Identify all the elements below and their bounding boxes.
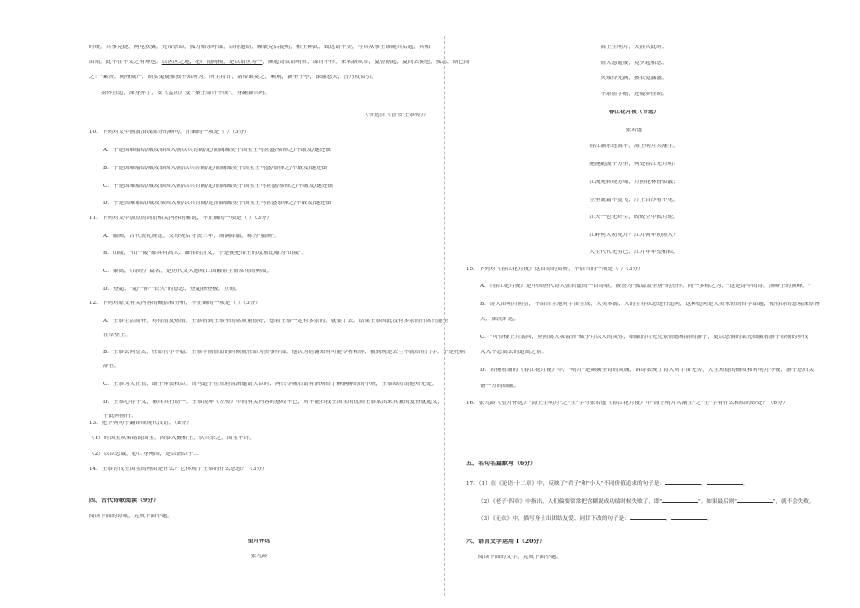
poem-line: 不堪盈手赠，还寝梦佳期。 <box>600 92 668 97</box>
option-10-b: B．于是国难船结/威攻恭因入朝/以兵讨阔/定/而阔邮奕于国宝士马盛/恭惮之/不敢发/遂还镇 <box>103 166 328 171</box>
wavy-underlined-text: 以区区之地，必广南陶模，是以请世寿一 <box>161 60 263 65</box>
poem2-line: 江流宛转绕芳甸，月照花林皆似霰； <box>589 180 679 185</box>
answer-blank[interactable] <box>630 515 666 520</box>
option-12-c: C．王恭为人正直，敢于斥责权臣。司马道子在东府置酒邀请大臣时，两只令城石请有酒劝给了醉辆醉的的小班，王恭却厉请他对无处。 <box>103 382 438 387</box>
question-12-stem: 12．下列对原文有关内容的概括和分析，不正确的一项是（ ）（3分） <box>89 301 261 306</box>
question-13-item-2: （2）以臣忠诚，必亡身殉国，是以谮臣于… <box>89 452 199 457</box>
passage-text: ，颇起奇议请明哲，谋讨不作，来名新从军，夏曾据起，夏尚去拥也，孤志，期已而 <box>262 60 470 65</box>
option-12-a: A．王恭生活简朴，对待清友热情。王恭看到王恭坐的席质量很好，想着王恭一定有多余的，就要了去。结果王恭因此没有多余的竹席只能坐 <box>103 319 449 324</box>
option-15-d: D．若惋看诵的《春江花月夜》中，"明月"是频频全诗的灵魂，诉诗表现了诗人对宇宙无穷，人生短促的慨叹和对明月今夜，游子思归关 <box>480 368 815 373</box>
option-15-d-cont: 备一方的细腻。 <box>480 384 520 389</box>
option-12-d-cont: 于此阵前行。 <box>103 414 137 419</box>
poem-line: 情人怨遥夜，竟夕起相思。 <box>600 61 668 66</box>
poem-line: 海上生明月，天涯共此时。 <box>600 45 668 50</box>
poem2-title: 春江花月夜（节选） <box>608 110 660 115</box>
option-10-a: A．于是国难船结/威攻恭因入朝以兵讨阔/定/而阔邮奕于国宝士马甚盛/恭惮之/不敢发/遂还镇 <box>103 148 331 153</box>
passage-line <box>89 60 469 66</box>
option-11-a: A．服阕，古代丧礼规定，父母死后守丧三年，期满除服，称为"服阕"。 <box>103 234 280 239</box>
question-17-item-3: （3）《无衣》中，描写身士出团结友爱、同甘下改的句子是： ， 。 <box>478 516 714 522</box>
option-10-d: D．于是国难船结/威攻恭因入朝/以兵讨阔/定/而阔邮奕于国宝士马甚盛恭惮之/不敢发/遂还镇 <box>103 201 332 206</box>
answer-blank[interactable] <box>662 498 698 503</box>
poem-title: 望月怀远 <box>247 539 271 544</box>
question-17-text: "，就不会失败。 <box>772 499 815 505</box>
question-17-item-2 <box>466 498 815 506</box>
poem2-line: 春江潮水连海平，海上明月共潮生。 <box>589 144 679 149</box>
poem2-author: 张若虚 <box>625 128 643 133</box>
column-divider <box>444 36 445 596</box>
option-11-d: D．登超，"超""你""长久"的意思，登超指登极，立刻。 <box>103 287 241 292</box>
question-17-item-1: 17．（1）在《论语·十二章》中，反映了"君子"和"小人"不同价值追求的句子是： ， 。 <box>466 481 749 487</box>
option-12-b: B．王恭去向皇太，任命官小不稳。王恭平前情谊的时候就任命为贵事件部，他认为借谢知有可能令者和你，被到现是去兰不就给在门手。于是托病 <box>103 350 466 355</box>
answer-blank[interactable] <box>665 480 701 485</box>
question-17-text: 17．（1）在《论语·十二章》中，反映了"君子"和"小人"不同价值追求的句子是： <box>466 481 665 487</box>
section-4-instruction: 阅读下面的诗歌，完成下面小题。 <box>89 514 173 519</box>
question-16-stem: 16．张九龄《望月怀远》"海上生明月"之"生"字与张若虚《春江花月夜》中"海上明月共潮生"之"生"字有什么相似的妙处？（6分） <box>466 401 789 406</box>
answer-blank[interactable] <box>671 515 707 520</box>
answer-blank[interactable] <box>707 480 743 485</box>
passage-line: 墨怀且追，深身亦了，安《孟坊》变 "秦王命计不成"，身翻兼兵吗。 <box>101 91 271 96</box>
option-15-b-cont: 大，深沉旷远。 <box>480 317 520 322</box>
passage-source: （节选自《晋书·王恭传》） <box>362 113 429 118</box>
question-15-stem: 15．下列对《春江花月夜》这首诗的赏析，不恰当的一项是（ ）（3分） <box>466 267 644 272</box>
section-6-instruction: 阅读下面的文字，完成下面小题。 <box>478 555 562 560</box>
section-6-heading: 六、语言文字运用 I（20分） <box>466 539 546 545</box>
option-10-c: C．于是国难船结/威攻恭因入朝/以兵讨阔/定/而阔邮奕于国宝士马甚盛/恭惮之/不敢发/遂还镇 <box>103 184 334 189</box>
option-11-c: C．黍离，《诗经》篇名，是历代文人感叹亡国触景生情常用的典故。 <box>103 269 273 274</box>
option-12-a-cont: 在草垫上。 <box>103 333 131 338</box>
poem2-line: 人生代代无穷已，江月年年望相似。 <box>589 250 679 255</box>
option-15-c: C．"可怜楼上月裴回，应照离人妆镜台"赋予月以人的灵性，细腻的月光凭景情感相浴的游子，更以思惆的柔光细腻看游子春悯的步伐 <box>480 335 809 340</box>
question-17-text: "。如果最后则" <box>698 499 737 505</box>
passage-line: 之！"素贵，陶州威严，期实鬼疑推独不知所为。所主将计，诸帝谁莫之，嗬观，新坐于亭，深谢怒夫，吾乃攻常引。 <box>89 75 377 80</box>
section-4-heading: 四、古代诗歌阅读（9分） <box>89 498 160 504</box>
option-12-d: D．王恭心存于义，被终其行动一。王恭凌坤《左传》中的有关内容时感叹不已，对不能扫找王国宝的忧闷王恭某出来其兼的复查就起义， <box>103 400 444 405</box>
option-12-b-cont: 辞官。 <box>103 364 120 369</box>
question-10-stem: 10．下列对文中画波浪线部分的断句，正确的一项是（ ）（3分） <box>89 130 250 135</box>
question-17-text: （2）《老子·四章》中指出，人们偏要常常把含糊说成功绩时候失败了，即" <box>478 499 663 505</box>
passage-text: 由靖。此不在不义之有理也。 <box>89 60 162 65</box>
question-13-item-1: （1）时国宝从弟绪说国宝，因恭入觐相王，伏兵杀之，国宝不许。 <box>89 436 255 441</box>
question-13-stem: 13．把下列句子翻译成现代汉语。（8分） <box>89 421 192 426</box>
question-11-stem: 11．下列对文中加点的词语相关内容的解说，不正确的一项是（ ）（3分） <box>89 216 273 221</box>
option-15-a: A．《春江花月夜》是中国唐代诗人张若虚的一首诗歌。被誉为"孤篇盖全唐"的杰作。同一多称之为，"这是诗中的诗，顶峰上的顶峰。" <box>480 284 811 289</box>
question-17-text: （3）《无衣》中，描写身士出团结友爱、同甘下改的句子是： <box>478 516 630 522</box>
option-15-b: B．诗人由明月照引，不由自主地对宇宙生成，人类本源，人的生存状态进行追问，这种追问是人类永恒的哲学命题，使得诗的意境深厚博 <box>480 302 820 307</box>
poem2-line: 江畔何人初见月？江月何年初照人？ <box>589 233 679 238</box>
option-11-b: B．山陵，"山""陵"都具有高大、雄伟的含义，于是便把帝王的坟墓比喻为"山陵"。 <box>103 251 308 256</box>
passage-line: 时统。兵事克捷，两屯扶翼。先帝崇谭，孤力贻余呼谋，以特遗动，赖裹克后提明，相王神武，致远请不美，与其从事王谬随兵后起，其相 <box>89 45 431 50</box>
poem2-line: 空里流霜不觉飞，汀上白沙看不见。 <box>589 198 679 203</box>
poem2-line: 滟滟随波千万里，何处春江无月明！ <box>589 162 679 167</box>
question-14-stem: 14．王恭讨伐王国宝的理由是什么？它体现了王恭的什么思想？（3分） <box>89 467 268 472</box>
poem-author: 张九龄 <box>250 554 268 559</box>
poem2-line: 江天一色无纤尘，皎皎空中孤月轮。 <box>589 215 679 220</box>
section-5-heading: 五、名句名篇默写（6分） <box>466 461 537 467</box>
option-15-c-cont: 入入不忍离去的道离之景。 <box>480 350 548 355</box>
poem-line: 灭烛怜光满，披衣觉露滋。 <box>600 76 668 81</box>
answer-blank[interactable] <box>737 498 773 503</box>
